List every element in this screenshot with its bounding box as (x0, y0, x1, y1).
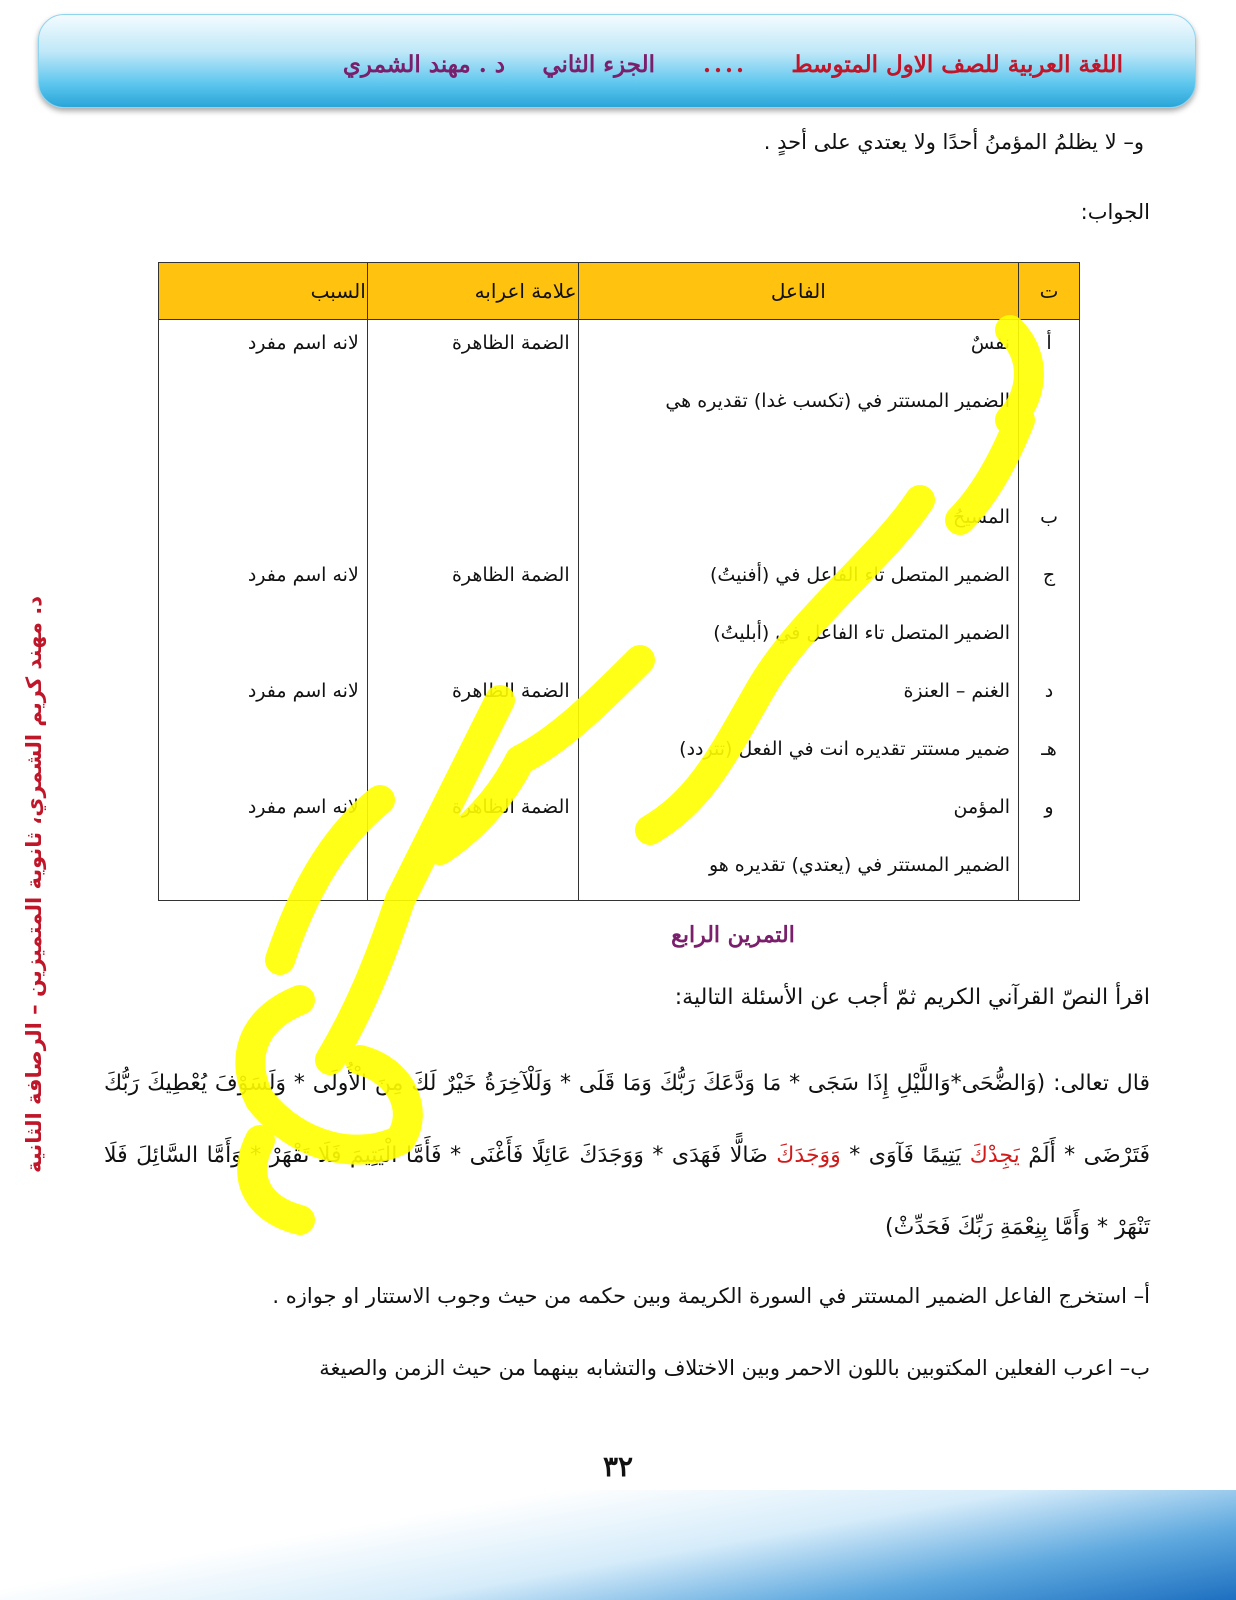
fa3il-cell: الضمير المستتر في (يعتدي) تقديره هو (708, 854, 1011, 876)
row-letter: هـ (1041, 738, 1057, 760)
sabab-cell: لانه اسم مفرد (247, 680, 359, 702)
sabab-cell (167, 610, 359, 668)
intro-line: و– لا يظلمُ المؤمنُ أحدًا ولا يعتدي على أحدٍ . (763, 130, 1144, 154)
question-b: ب– اعرب الفعلين المكتوبين باللون الاحمر وبين الاختلاف والتشابه بينهما من حيث الزمن والصيغة (319, 1356, 1150, 1380)
fa3il-cell: الضمير المستتر في (تكسب غدا) تقديره هي (665, 390, 1011, 412)
quran-passage (104, 1048, 1150, 1264)
exercise-instruction: اقرأ النصّ القرآني الكريم ثمّ أجب عن الأسئلة التالية: (674, 985, 1150, 1010)
red-verb-yajidka: يَجِدْكَ (969, 1143, 1020, 1168)
header-title: اللغة العربية للصف الاول المتوسط (791, 51, 1123, 78)
fa3il-cell (587, 436, 1010, 494)
table-row (159, 320, 1080, 901)
answer-table (158, 262, 1080, 901)
header-author: د . مهند الشمري (342, 51, 505, 78)
fa3il-cell: ضمير مستتر تقديره انت في الفعل (تتردد) (679, 738, 1011, 760)
row-letter: د (1044, 680, 1054, 702)
header-cell-sabab: السبب (159, 263, 368, 320)
header-banner (38, 14, 1196, 108)
alama-cell (376, 494, 570, 552)
column-sabab (159, 320, 368, 901)
header-text-row (39, 51, 1195, 91)
question-a: أ– استخرج الفاعل الضمير المستتر في السورة الكريمة وبين حكمه من حيث وجوب الاستتار او جوازه . (272, 1284, 1150, 1308)
fa3il-cell: الضمير المتصل تاء الفاعل في (أبليتُ) (713, 622, 1011, 644)
alama-cell: الضمة الظاهرة (451, 680, 570, 702)
fa3il-cell: نفسٌ (970, 332, 1011, 354)
header-cell-fa3il: الفاعل (578, 263, 1018, 320)
alama-cell: الضمة الظاهرة (451, 332, 570, 354)
table-header-row (159, 263, 1080, 320)
quran-end: ضَالًّا فَهَدَى * وَوَجَدَكَ عَائِلًا فَأَغْنَى * فَأَمَّا الْيَتِيمَ فَلَا تَقْهَرْ * وَأَمَّا السَّائِلَ فَلَا تَنْهَرْ * وَأَمَّا بِنِعْمَةِ رَبِّكَ فَحَدِّثْ) (104, 1143, 1150, 1240)
sabab-cell (167, 726, 359, 784)
column-fa3il (578, 320, 1018, 901)
sabab-cell: لانه اسم مفرد (247, 332, 359, 354)
exercise-title: التمرين الرابع (671, 922, 795, 948)
alama-cell (376, 378, 570, 436)
fa3il-cell: الغنم – العنزة (903, 680, 1011, 702)
sabab-cell (167, 842, 359, 900)
row-letter: ب (1040, 506, 1058, 528)
sabab-cell (167, 378, 359, 436)
fa3il-cell: المسيحُ (953, 506, 1011, 528)
alama-cell: الضمة الظاهرة (451, 564, 570, 586)
row-letter (1027, 436, 1071, 494)
answer-label: الجواب: (1080, 200, 1150, 224)
alama-cell (376, 726, 570, 784)
alama-cell (376, 436, 570, 494)
header-cell-index: ت (1019, 263, 1080, 320)
row-letter (1027, 610, 1071, 668)
row-letter (1027, 378, 1071, 436)
alama-cell (376, 610, 570, 668)
row-letter: و (1044, 796, 1054, 818)
red-verb-wajadaka: وَوَجَدَكَ (776, 1143, 841, 1168)
row-letter (1027, 842, 1071, 900)
fa3il-cell: الضمير المتصل تاء الفاعل في (أفنيتُ) (710, 564, 1011, 586)
column-alama (367, 320, 578, 901)
sabab-cell: لانه اسم مفرد (247, 564, 359, 586)
column-letters (1019, 320, 1080, 901)
row-letter: ج (1042, 564, 1056, 586)
alama-cell: الضمة الظاهرة (451, 796, 570, 818)
side-credit-text: د. مهند كريم الشمري، ثانوية المتميزين – الرصافة الثانية (22, 596, 46, 1174)
sabab-cell (167, 494, 359, 552)
fa3il-cell: المؤمن (953, 796, 1011, 818)
header-dots: .... (702, 51, 747, 78)
row-letter: أ (1046, 332, 1052, 354)
sabab-cell: لانه اسم مفرد (247, 796, 359, 818)
header-part: الجزء الثاني (542, 51, 655, 78)
sabab-cell (167, 436, 359, 494)
header-cell-alama: علامة اعرابه (367, 263, 578, 320)
footer-wave (0, 1490, 1236, 1600)
quran-middle: يَتِيمًا فَآوَى * (840, 1143, 970, 1168)
alama-cell (376, 842, 570, 900)
page-number: ٣٢ (602, 1450, 634, 1483)
quran-intro: قال تعالى: (وَالضُّحَى*وَاللَّيْلِ إِذَا سَجَى * مَا وَدَّعَكَ رَبُّكَ وَمَا قَلَى * وَلَلْآخِرَةُ خَيْرٌ لَكَ مِنَ الْأُولَى * وَلَسَوْفَ يُعْطِيكَ رَبُّكَ فَتَرْضَى * أَلَمْ (104, 1071, 1150, 1168)
